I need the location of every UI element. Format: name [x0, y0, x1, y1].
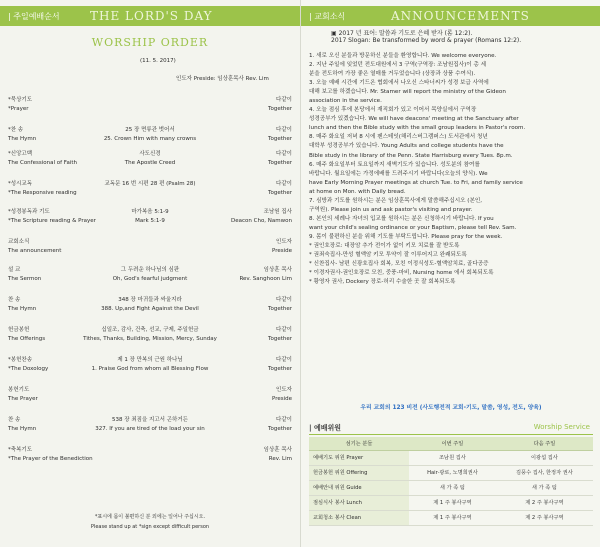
item-content-en: Mark 5:1-9: [135, 218, 165, 224]
item-name-kr: *축복기도: [8, 447, 33, 453]
item-leader-kr: 임상훈 목사: [263, 447, 292, 453]
item-name-kr: *성경봉독과 기도: [8, 209, 50, 215]
item-name-en: The Hymn: [8, 136, 37, 142]
item-content-kr: 교독문 16 번 시편 28 편 (Psalm 28): [104, 181, 196, 187]
table-cell: 새 가 족 팀: [409, 480, 496, 495]
item-leader-kr: 다같이: [276, 97, 292, 103]
item-name-en: The Offerings: [8, 336, 46, 342]
table-row: [309, 480, 593, 495]
item-leader-en: Preside: [271, 248, 292, 254]
table-cell: 이광섭 집사: [496, 450, 593, 465]
table-cell: 예배기도 위원 Prayer: [309, 450, 409, 465]
item-leader-en: Together: [268, 426, 292, 432]
item-leader-kr: 다같이: [276, 127, 292, 133]
item-leader-kr: 다같이: [276, 357, 292, 363]
item-leader-kr: 다같이: [276, 297, 292, 303]
standing-note-kr: *표시에 몸이 불편하신 분 외에는 일어나 주십시오.: [94, 514, 206, 520]
table-header: 다음 주일: [496, 437, 593, 450]
slogan-en: 2017 Slogan: Be transformed by word & prayer (Romans 12:2).: [331, 37, 522, 44]
table-row: [309, 510, 593, 525]
item-leader-en: Together: [268, 106, 292, 112]
item-leader-en: Together: [268, 336, 292, 342]
table-header: 이번 주일: [409, 437, 496, 450]
item-name-kr: *찬 송: [8, 127, 24, 133]
item-name-en: *The Scripture reading & Prayer: [8, 218, 96, 224]
year-slogan: [331, 28, 591, 44]
item-content-en: Tithes, Thanks, Building, Mission, Mercy, Sunday: [83, 336, 217, 342]
announcement-line: 6. 매주 화요일부터 토요일까지 새벽기도가 있습니다. 성도분의 참여를: [309, 161, 480, 168]
right-header-bar: [301, 6, 600, 26]
service-section-title: | 예배위원: [309, 424, 342, 432]
item-name-en: *The Responsive reading: [8, 190, 77, 196]
item-name-en: The Sermon: [8, 276, 42, 282]
item-content-en: 1. Praise God from whom all Blessing Flow: [91, 366, 209, 372]
announcement-list: [309, 52, 595, 287]
item-name-kr: *신앙고백: [8, 151, 33, 157]
item-leader-en: Preside: [271, 396, 292, 402]
announcement-line: association in the service.: [309, 98, 382, 105]
announcement-line: 9. 몸이 불편하신 분을 위해 기도를 부탁드립니다. Please pray for the week.: [309, 233, 503, 240]
left-header-bar: [0, 6, 300, 26]
item-content-kr: 마가복음 5:1-9: [131, 209, 169, 215]
church-vision: 우리 교회의 123 비전 (사도행전적 교회-기도, 말씀, 영성, 전도, 양육): [360, 405, 542, 411]
announcement-line: 3. 오늘 예배 시간에 기드온 협회에서 나오신 스타너씨가 성경 보급 사역에: [309, 80, 489, 87]
item-leader-kr: 임상훈 목사: [263, 267, 292, 273]
section-tab: | 교회소식: [309, 11, 346, 21]
table-cell: 예배안내 위원 Guide: [309, 480, 409, 495]
table-header: 섬기는 분들: [309, 437, 409, 450]
prayer-request: * 신찬집사- 남편 신광호집사 회복, 모친 이정식성도-혈액암치료, 골다공증: [309, 261, 489, 268]
table-cell: 제 2 주 봉사구역: [496, 510, 593, 525]
item-content-kr: 그 두려운 하나님의 심판: [120, 267, 180, 273]
item-leader-en: Together: [268, 160, 292, 166]
table-cell: 조남원 집사: [409, 450, 496, 465]
item-name-kr: 교회소식: [8, 239, 30, 245]
item-leader-en: Together: [268, 136, 292, 142]
table-cell: 점심식사 봉사 Lunch: [309, 495, 409, 510]
prayer-request: * 이경자권사-권인호장로 모친, 중풍-마비, Nursing home 에서 회복되도록: [309, 270, 494, 277]
announcement-line: Bible study in the library of the Penn. State Harrisburg every Tues. 8p.m.: [309, 152, 513, 159]
item-leader-kr: 인도자: [276, 387, 292, 393]
service-table: [309, 437, 593, 526]
item-content-kr: 348 장 마귀들과 싸울지라: [118, 297, 182, 303]
table-row: [309, 465, 593, 480]
item-content-kr: 538 장 죄짐을 지고서 곤하거든: [112, 417, 188, 423]
announcement-line: lunch and then the Bible study with the small group leaders in Pastor's room.: [309, 125, 526, 132]
item-name-kr: *묵상기도: [8, 97, 33, 103]
banner-title: THE LORD'S DAY: [90, 9, 213, 23]
table-cell: 새 가 족 팀: [496, 480, 593, 495]
announcement-line: 4. 오늘 점심 후에 본당에서 재직회가 있고 이어서 목양실에서 구역장: [309, 107, 477, 114]
page-title: WORSHIP ORDER: [91, 36, 209, 49]
preside-line: 인도자 Preside: 임상훈목사 Rev. Lim: [176, 76, 269, 82]
service-date: (11. 5. 2017): [140, 58, 176, 64]
standing-note-en: Please stand up at *sign except difficult person: [90, 524, 210, 530]
item-leader-en: Rev. Lim: [268, 456, 292, 462]
item-name-en: *The Doxology: [8, 366, 49, 372]
item-name-en: The Confessional of Faith: [8, 160, 77, 166]
announcement-line: want your child's sealing ordinance or your Baptism, please tell Rev. Sam.: [309, 224, 517, 231]
item-name-en: *Prayer: [8, 106, 29, 112]
table-cell: Hair·광로, 노명희권사: [409, 465, 496, 480]
item-leader-kr: 다같이: [276, 417, 292, 423]
announcement-line: 1. 새로 오신 분들과 방문하신 분들을 환영합니다. We welcome everyone.: [309, 53, 497, 59]
prayer-request: * 권인호장로: 대장암 추가 전이가 없이 키모 치료를 잘 받도록: [309, 242, 460, 249]
prayer-request: * 황영자 권사, Dockery 장로-허리 수술한 곳 잘 회복되도록: [309, 279, 456, 286]
item-content-en: 25. Crown Him with many crowns: [103, 136, 197, 142]
item-content-en: Oh, God's fearful judgment: [112, 276, 188, 282]
item-name-kr: *성시교독: [8, 181, 33, 187]
table-cell: 교회청소 봉사 Clean: [309, 510, 409, 525]
item-content-en: 327. If you are tired of the load your sin: [95, 426, 205, 432]
item-name-en: The Hymn: [8, 426, 37, 432]
item-name-en: The announcement: [8, 248, 62, 254]
item-content-en: 388. Up,and Fight Against the Devil: [101, 306, 199, 312]
service-section-subtitle: Worship Service: [533, 423, 590, 431]
announcement-line: 2. 지난 주일에 잊었던 전도대원에서 3 구역(구역장: 조남원집사)이 총 세: [309, 62, 487, 69]
item-leader-en: Rev. Sanghoon Lim: [239, 276, 292, 282]
item-name-kr: *봉헌찬송: [8, 357, 33, 363]
item-leader-en: Together: [268, 366, 292, 372]
item-leader-kr: 인도자: [276, 239, 292, 245]
item-name-kr: 찬 송: [8, 417, 21, 423]
item-name-en: The Prayer: [8, 396, 38, 402]
table-cell: 제 1 주 봉사구역: [409, 510, 496, 525]
announcement-line: 8. 본인의 세례나 자녀의 입교를 원하시는 분은 신청하시기 바랍니다. If you: [309, 215, 494, 222]
announcement-line: have Early Morning Prayer meetings at church Tue. to Fri, and family service: [309, 179, 523, 186]
item-name-kr: 봉헌기도: [8, 387, 30, 393]
item-name-kr: 찬 송: [8, 297, 21, 303]
item-content-kr: 제 1 장 만복의 근원 하나님: [117, 357, 183, 363]
item-name-kr: 설 교: [8, 267, 21, 273]
announcement-line: 7. 심방과 기도를 원하시는 분은 임상훈목사에게 말씀해주십시오 (본인,: [309, 197, 483, 204]
prayer-request: * 권죄숙집사-만성 혈액암 키모 투약이 잘 이루어지고 완쾌되도록: [309, 252, 467, 259]
item-content-kr: 25 장 면류관 벗어서: [125, 127, 175, 133]
item-leader-kr: 다같이: [276, 181, 292, 187]
slogan-kr: ▣ 2017 년 표어: 말씀과 기도로 은혜 받자 (롬 12:2).: [331, 30, 473, 37]
item-name-en: *The Prayer of the Benediction: [8, 456, 93, 462]
announcements-page: [300, 0, 600, 547]
table-cell: 제 1 주 봉사구역: [409, 495, 496, 510]
table-cell: 헌금봉헌 위원 Offering: [309, 465, 409, 480]
item-content-kr: 십일조, 감사, 건축, 선교, 구제, 주일헌금: [101, 327, 199, 333]
item-name-kr: 헌금봉헌: [8, 327, 30, 333]
table-row: [309, 450, 593, 465]
section-tab: | 주일예배순서: [8, 11, 60, 21]
item-leader-en: Together: [268, 306, 292, 312]
item-leader-kr: 다같이: [276, 327, 292, 333]
table-row: [309, 495, 593, 510]
announcement-line: 대해 보고를 하겠습니다. Mr. Stamer will report the ministry of the Gideon: [309, 89, 506, 96]
announcement-line: 대학부 성경공부가 있습니다. Young Adults and college students have the: [309, 143, 504, 150]
item-content-kr: 사도신경: [139, 151, 161, 157]
table-cell: 제 2 주 봉사구역: [496, 495, 593, 510]
announcement-line: 바랍니다. 월요일에는 가정에배를 드려주시기 바랍니다(오늘의 양식). We: [309, 170, 488, 177]
item-leader-en: Deacon Cho, Namwon: [231, 218, 292, 224]
table-cell: 김풍수 집사, 한정자 권사: [496, 465, 593, 480]
banner-title: ANNOUNCEMENTS: [391, 9, 530, 23]
item-leader-kr: 조남원 집사: [263, 209, 292, 215]
item-name-en: The Hymn: [8, 306, 37, 312]
announcement-line: at home on Mon. with Daily bread.: [309, 188, 406, 195]
divider: [309, 434, 593, 435]
item-leader-kr: 다같이: [276, 151, 292, 157]
item-leader-en: Together: [268, 190, 292, 196]
announcement-line: 분을 전도하여 가장 좋은 열매를 거두었습니다 (상장과 상품 수여식).: [309, 71, 476, 78]
item-content-en: The Apostle Creed: [124, 160, 176, 166]
announcement-line: 8. 매주 화요일 저녁 8 시에 펜스테잇(해리스버그캠퍼스) 도서관에서 청년: [309, 134, 488, 141]
announcement-line: 성경공부가 있겠습니다. We will have deacons' meeting at the Sanctuary after: [309, 116, 519, 123]
announcement-line: 구역원). Please join us and ask pastor's visiting and prayer.: [309, 206, 473, 213]
